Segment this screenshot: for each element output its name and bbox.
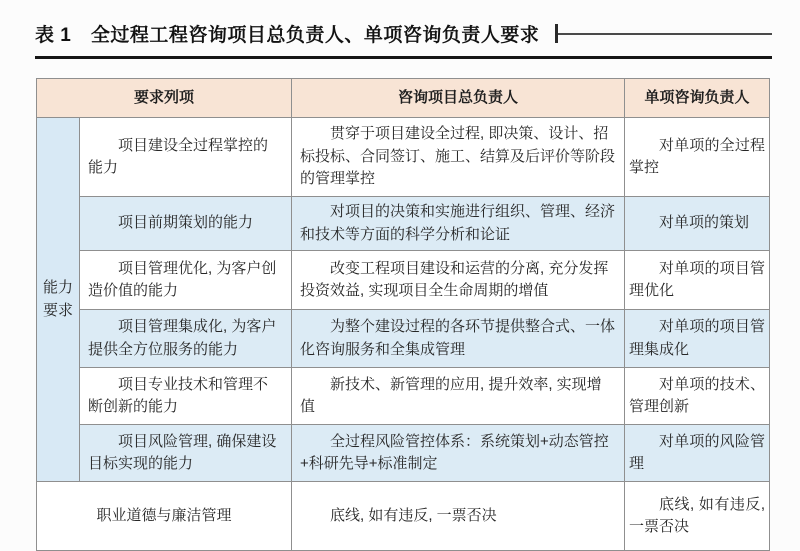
table-row [37, 197, 770, 251]
single-cell: 对单项的策划 [625, 197, 770, 251]
requirements-table [36, 78, 770, 551]
chief-cell: 全过程风险管控体系：系统策划+动态管控+科研先导+标准制定 [292, 425, 625, 482]
chief-cell: 为整个建设过程的各环节提供整合式、一体化咨询服务和全集成管理 [292, 310, 625, 368]
item-cell: 项目管理优化, 为客户创造价值的能力 [80, 251, 292, 310]
title-band [35, 19, 772, 47]
single-cell: 底线, 如有违反, 一票否决 [625, 482, 770, 551]
chief-cell: 贯穿于项目建设全过程, 即决策、设计、招标投标、合同签订、施工、结算及后评价等阶段的管理掌控 [292, 118, 625, 197]
single-cell: 对单项的风险管理 [625, 425, 770, 482]
header-cell-single-consultant: 单项咨询负责人 [625, 79, 770, 118]
header-cell-requirements: 要求列项 [37, 79, 292, 118]
item-cell: 项目建设全过程掌控的能力 [80, 118, 292, 197]
item-cell: 项目专业技术和管理不断创新的能力 [80, 368, 292, 425]
table-row [37, 368, 770, 425]
single-cell: 对单项的项目管理优化 [625, 251, 770, 310]
table-footer-row [37, 482, 770, 551]
chief-cell: 对项目的决策和实施进行组织、管理、经济和技术等方面的科学分析和论证 [292, 197, 625, 251]
title-horizontal-rule [558, 33, 772, 35]
table-row [37, 251, 770, 310]
category-cell-capability: 能力要求 [37, 118, 80, 482]
chief-cell: 新技术、新管理的应用, 提升效率, 实现增值 [292, 368, 625, 425]
header-cell-chief-consultant: 咨询项目总负责人 [292, 79, 625, 118]
table-row [37, 425, 770, 482]
single-cell: 对单项的技术、管理创新 [625, 368, 770, 425]
table-row [37, 118, 770, 197]
single-cell: 对单项的全过程掌控 [625, 118, 770, 197]
table-title: 表 1 全过程工程咨询项目总负责人、单项咨询负责人要求 [35, 24, 540, 46]
single-cell: 对单项的项目管理集成化 [625, 310, 770, 368]
item-cell: 项目管理集成化, 为客户提供全方位服务的能力 [80, 310, 292, 368]
footer-item-cell: 职业道德与廉洁管理 [37, 482, 292, 551]
table-header-row [37, 79, 770, 118]
item-cell: 项目风险管理, 确保建设目标实现的能力 [80, 425, 292, 482]
chief-cell: 改变工程项目建设和运营的分离, 充分发挥投资效益, 实现项目全生命周期的增值 [292, 251, 625, 310]
header-rule [35, 56, 772, 59]
chief-cell: 底线, 如有违反, 一票否决 [292, 482, 625, 551]
table-row [37, 310, 770, 368]
item-cell: 项目前期策划的能力 [80, 197, 292, 251]
